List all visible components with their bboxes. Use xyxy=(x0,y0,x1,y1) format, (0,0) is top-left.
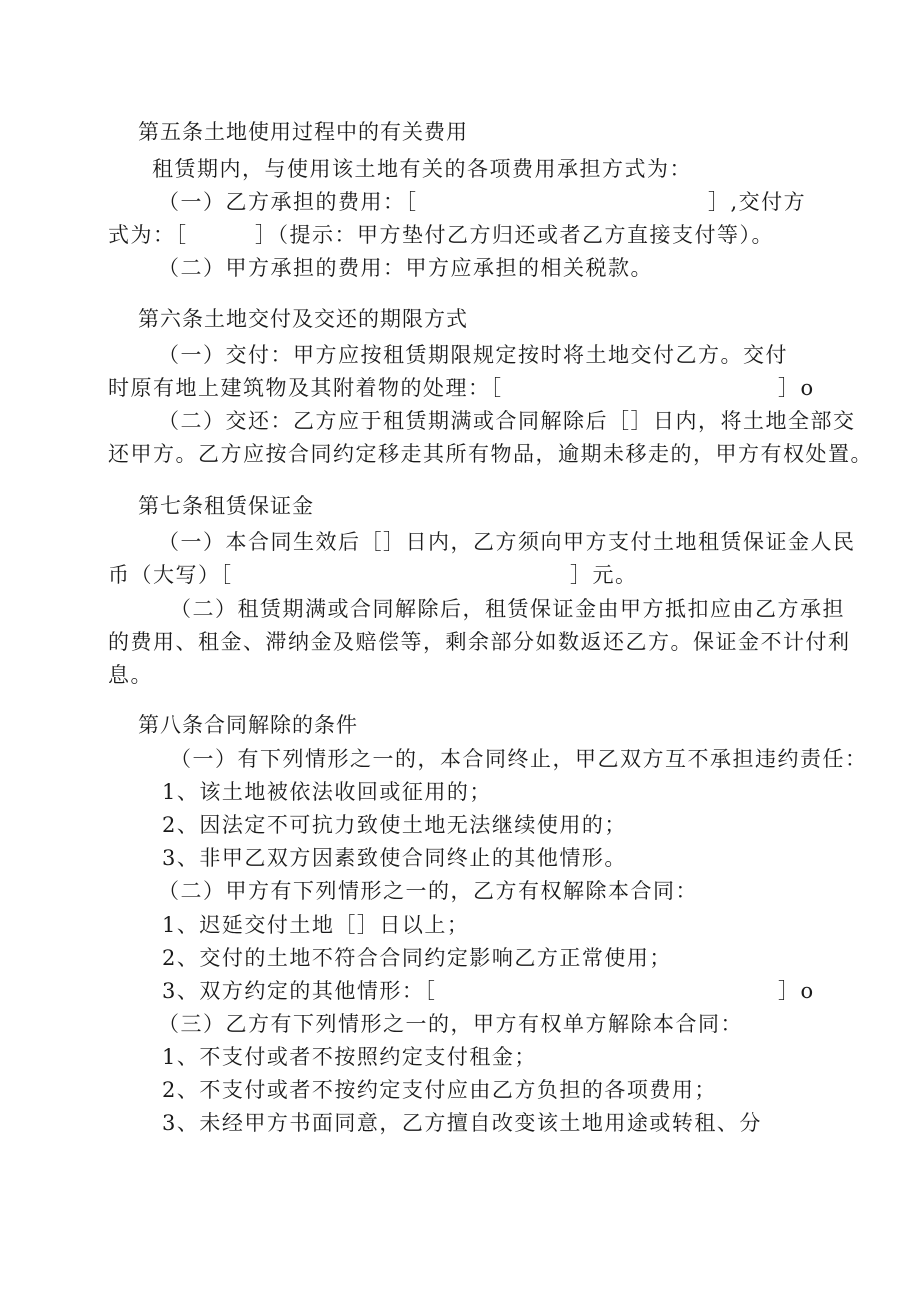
article-7-line-2b: ］元。 xyxy=(570,563,638,587)
article-8-line-8a: 3、双方约定的其他情形：［ xyxy=(162,979,437,1003)
article-5-line-4: （二）甲方承担的费用：甲方应承担的相关税款。 xyxy=(158,256,653,280)
article-8-line-7: 2、交付的土地不符合合同约定影响乙方正常使用； xyxy=(162,946,672,970)
article-8-line-12: 3、未经甲方书面同意，乙方擅自改变该土地用途或转租、分 xyxy=(162,1111,762,1135)
article-8-line-8b: ］o xyxy=(778,979,815,1003)
article-6-heading: 第六条土地交付及交还的期限方式 xyxy=(138,307,468,331)
article-8-line-4: 3、非甲乙双方因素致使合同终止的其他情形。 xyxy=(162,846,627,870)
article-7-line-1: （一）本合同生效后［］日内，乙方须向甲方支付土地租赁保证金人民 xyxy=(158,530,856,554)
article-7-line-4: 的费用、租金、滞纳金及赔偿等，剩余部分如数返还乙方。保证金不计付利 xyxy=(108,630,851,654)
article-6-line-3: （二）交还：乙方应于租赁期满或合同解除后［］日内，将土地全部交 xyxy=(158,409,856,433)
article-7-line-5: 息。 xyxy=(108,663,153,687)
article-5-heading: 第五条土地使用过程中的有关费用 xyxy=(138,120,468,144)
article-8-line-6: 1、迟延交付土地［］日以上； xyxy=(162,913,470,937)
article-5-line-2b: ］,交付方 xyxy=(708,190,807,214)
article-7-line-3: （二）租赁期满或合同解除后，租赁保证金由甲方抵扣应由乙方承担 xyxy=(170,597,845,621)
article-6-line-2b: ］o xyxy=(778,376,815,400)
article-8-line-2: 1、该土地被依法收回或征用的； xyxy=(162,780,492,804)
article-6-line-2a: 时原有地上建筑物及其附着物的处理：［ xyxy=(108,376,503,400)
article-5-line-3: 式为：［ ］（提示：甲方垫付乙方归还或者乙方直接支付等）。 xyxy=(108,223,774,247)
article-5-line-1: 租赁期内，与使用该土地有关的各项费用承担方式为： xyxy=(152,157,692,181)
article-8-line-9: （三）乙方有下列情形之一的，甲方有权单方解除本合同： xyxy=(158,1012,743,1036)
article-7-heading: 第七条租赁保证金 xyxy=(138,494,314,518)
article-8-line-1: （一）有下列情形之一的，本合同终止，甲乙双方互不承担违约责任： xyxy=(170,747,868,771)
article-7-line-2a: 币（大写）［ xyxy=(108,563,233,587)
article-8-line-5: （二）甲方有下列情形之一的，乙方有权解除本合同： xyxy=(158,879,698,903)
article-5-line-2a: （一）乙方承担的费用：［ xyxy=(158,190,418,214)
article-8-line-10: 1、不支付或者不按照约定支付租金； xyxy=(162,1045,537,1069)
article-8-line-3: 2、因法定不可抗力致使土地无法继续使用的； xyxy=(162,813,627,837)
article-8-heading: 第八条合同解除的条件 xyxy=(138,713,358,737)
article-6-line-1: （一）交付：甲方应按租赁期限规定按时将土地交付乙方。交付 xyxy=(158,343,788,367)
article-8-line-11: 2、不支付或者不按约定支付应由乙方负担的各项费用； xyxy=(162,1078,717,1102)
article-6-line-4: 还甲方。乙方应按合同约定移走其所有物品，逾期未移走的，甲方有权处置。 xyxy=(108,442,873,466)
